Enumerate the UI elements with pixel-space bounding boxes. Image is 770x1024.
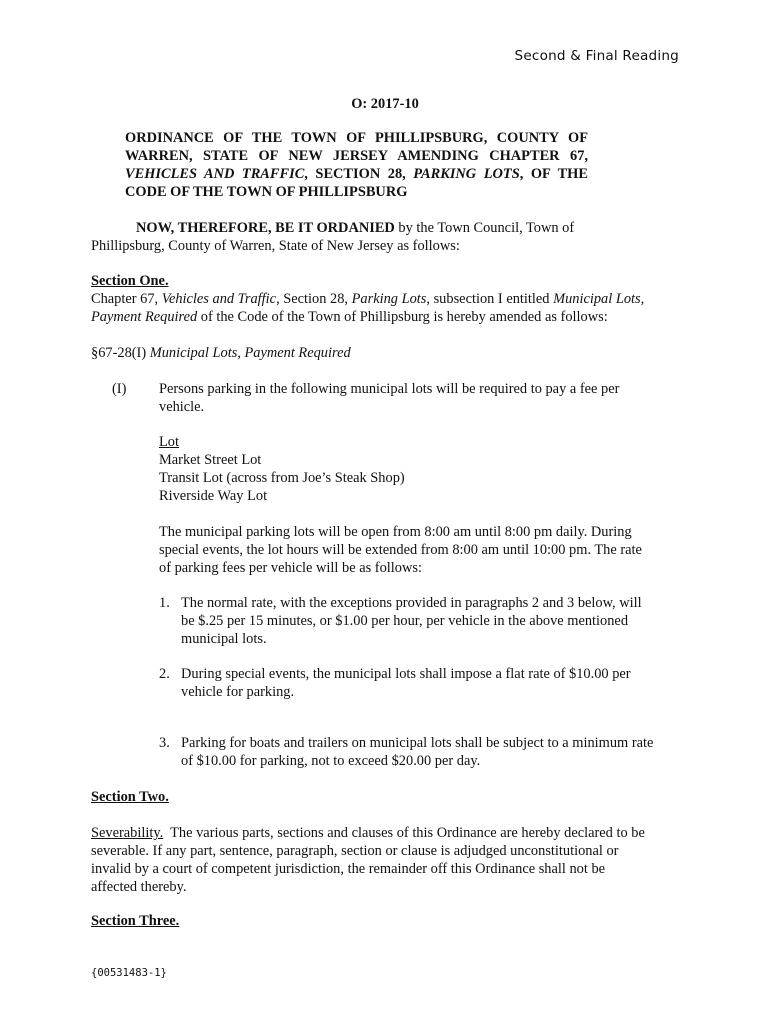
- section-three-heading: Section Three.: [91, 913, 180, 929]
- text: of the Code of the Town of Phillipsburg is hereby amended as follows:: [197, 309, 608, 325]
- item-line: of $10.00 for parking, not to exceed $20.00 per day.: [181, 753, 481, 769]
- list-item: [181, 594, 681, 648]
- italic-text: Vehicles and Traffic,: [161, 291, 280, 307]
- intro-bold-lead: NOW, THEREFORE, BE IT ORDANIED: [136, 220, 395, 236]
- title-line-1: ORDINANCE OF THE TOWN OF PHILLIPSBURG, COUNTY OF: [125, 130, 588, 146]
- list-item: Market Street Lot: [159, 452, 262, 468]
- item-line: The normal rate, with the exceptions provided in paragraphs 2 and 3 below, will: [181, 595, 642, 611]
- severability-paragraph: [91, 824, 681, 896]
- reading-status: Second & Final Reading: [514, 48, 679, 64]
- list-item: Transit Lot (across from Joe’s Steak Shop): [159, 470, 405, 486]
- ordinance-number: O: 2017-10: [351, 96, 419, 112]
- severability-line-4: affected thereby.: [91, 879, 187, 895]
- intro-line-2: Phillipsburg, County of Warren, State of New Jersey as follows:: [91, 238, 460, 254]
- text: ,: [640, 291, 645, 307]
- text: Chapter 67,: [91, 291, 162, 307]
- lot-list: [159, 433, 679, 505]
- item-line: municipal lots.: [181, 631, 267, 647]
- title-section-ref: , SECTION 28,: [304, 166, 414, 182]
- item-line: be $.25 per 15 minutes, or $1.00 per hour, per vehicle in the above mentioned: [181, 613, 629, 629]
- list-item: [181, 734, 681, 770]
- item-number: 1.: [159, 595, 170, 611]
- title-line-2: WARREN, STATE OF NEW JERSEY AMENDING CHAPTER 67,: [125, 148, 588, 164]
- intro-line-1: [91, 219, 681, 237]
- item-number: 3.: [159, 735, 170, 751]
- lot-list-header: Lot: [159, 434, 179, 450]
- italic-text: Municipal Lots: [553, 291, 641, 307]
- title-of-the: , OF THE: [519, 166, 588, 182]
- subsection-number: §67-28(I): [91, 345, 150, 361]
- italic-text: Parking Lots: [351, 291, 427, 307]
- severability-line-1: [91, 824, 681, 842]
- title-italic-parking: PARKING LOTS: [413, 166, 520, 182]
- section-one-line-2: [91, 308, 681, 326]
- subsection-title: Municipal Lots, Payment Required: [149, 345, 351, 361]
- hours-paragraph: [159, 523, 679, 577]
- item-line: Parking for boats and trailers on municipal lots shall be subject to a minimum rate: [181, 735, 654, 751]
- item-line: During special events, the municipal lots shall impose a flat rate of $10.00 per: [181, 666, 631, 682]
- item-number: 2.: [159, 666, 170, 682]
- title-line-3: [125, 165, 588, 183]
- section-two-heading: Section Two.: [91, 789, 169, 805]
- text: Section 28,: [279, 291, 352, 307]
- item-line: vehicle for parking.: [181, 684, 295, 700]
- subsection-marker: (I): [112, 381, 127, 397]
- subsection-lead: [159, 380, 679, 416]
- section-one-line-1: [91, 290, 681, 308]
- lead-line-1: Persons parking in the following municipal lots will be required to pay a fee per: [159, 381, 620, 397]
- italic-text: Payment Required: [91, 309, 198, 325]
- section-one-paragraph: [91, 290, 681, 326]
- title-line-4: CODE OF THE TOWN OF PHILLIPSBURG: [125, 184, 408, 200]
- intro-paragraph: [91, 219, 681, 255]
- hours-line-1: The municipal parking lots will be open from 8:00 am until 8:00 pm daily. During: [159, 524, 632, 540]
- severability-line-3: invalid by a court of competent jurisdiction, the remainder off this Ordinance shall not be: [91, 861, 606, 877]
- text: The various parts, sections and clauses of this Ordinance are hereby declared to be: [163, 825, 645, 841]
- list-item: [181, 665, 681, 701]
- intro-rest: by the Town Council, Town of: [394, 220, 575, 236]
- severability-line-2: severable. If any part, sentence, paragraph, section or clause is adjudged unconstitutional or: [91, 843, 619, 859]
- lead-line-2: vehicle.: [159, 399, 205, 415]
- section-one-heading: Section One.: [91, 273, 169, 289]
- title-italic-vehicles: VEHICLES AND TRAFFIC: [125, 166, 305, 182]
- text: , subsection I entitled: [426, 291, 554, 307]
- document-code: {00531483-1}: [91, 967, 167, 979]
- hours-line-3: of parking fees per vehicle will be as follows:: [159, 560, 422, 576]
- list-item: Riverside Way Lot: [159, 488, 268, 504]
- subsection-reference: [91, 344, 681, 362]
- hours-line-2: special events, the lot hours will be extended from 8:00 am until 10:00 pm. The rate: [159, 542, 642, 558]
- severability-label: Severability.: [91, 825, 164, 841]
- ordinance-title: [125, 129, 588, 201]
